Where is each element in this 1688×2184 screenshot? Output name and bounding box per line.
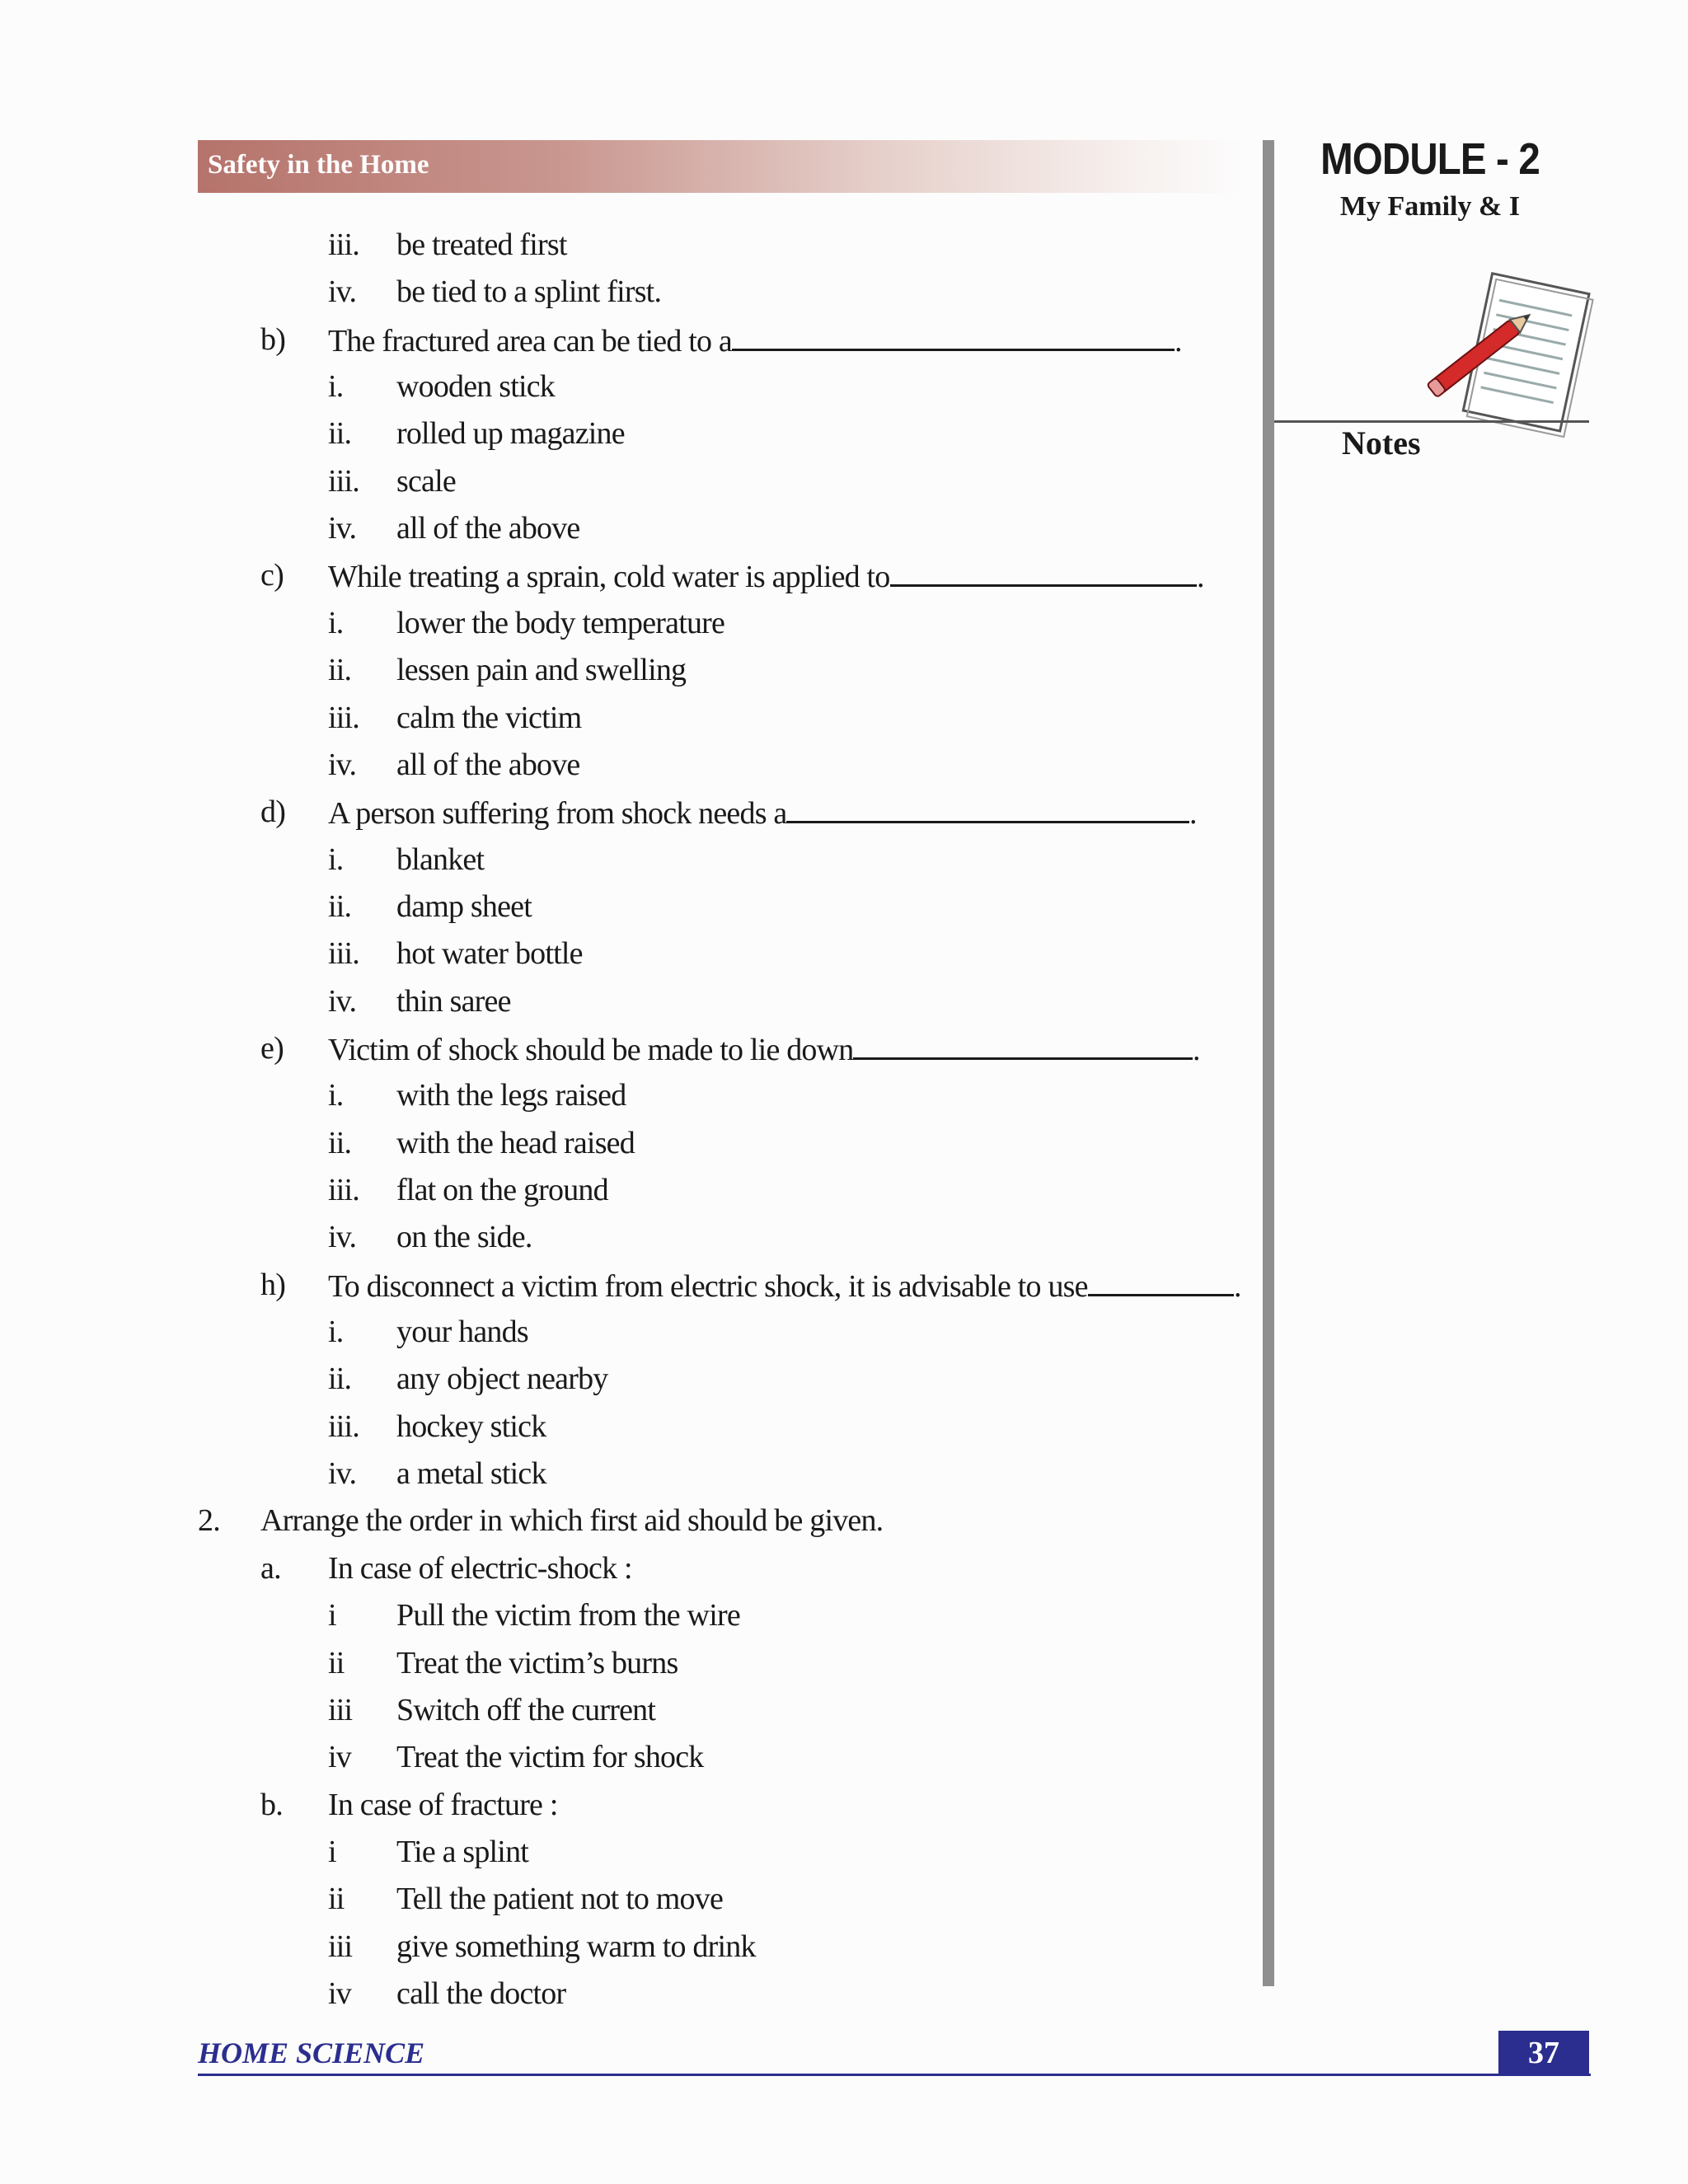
sentence-period: . (1234, 1268, 1241, 1304)
item-text: with the legs raised (396, 1078, 626, 1113)
list-marker: iii (328, 1692, 353, 1727)
list-marker: i. (328, 369, 344, 405)
item-text: lessen pain and swelling (396, 653, 687, 688)
option-text (396, 508, 580, 549)
item-text: The fractured area can be tied to a (328, 323, 732, 359)
list-marker: i. (328, 1078, 344, 1113)
list-marker: b. (260, 1787, 283, 1822)
option-text (260, 1500, 883, 1541)
option-text (396, 649, 686, 691)
item-text: lower the body temperature (396, 605, 725, 640)
option-text (396, 1595, 740, 1636)
option-text (396, 744, 580, 785)
option-text (396, 461, 456, 502)
option-text (396, 1690, 655, 1731)
list-marker: 2. (198, 1503, 220, 1539)
list-marker: iii. (328, 1173, 359, 1207)
question-text (328, 1028, 1200, 1071)
list-marker: iii. (328, 936, 359, 972)
list-marker: ii. (328, 1125, 352, 1160)
item-text: scale (396, 463, 456, 499)
answer-blank (732, 319, 1175, 351)
list-marker: e) (260, 1030, 284, 1066)
item-text: damp sheet (396, 888, 532, 924)
option-text (396, 1122, 635, 1164)
option-text (396, 1736, 704, 1778)
list-marker: i. (328, 605, 344, 640)
question-text (328, 555, 1204, 598)
item-text: hockey stick (396, 1408, 546, 1444)
list-marker: ii. (328, 653, 352, 688)
item-text: Arrange the order in which first aid should be given. (260, 1503, 884, 1539)
item-text: thin saree (396, 983, 511, 1019)
list-marker: iii. (328, 463, 359, 499)
list-marker: i (328, 1834, 336, 1869)
list-marker: i. (328, 841, 344, 877)
item-text: hot water bottle (396, 936, 583, 972)
sentence-period: . (1189, 796, 1197, 832)
list-marker: iv. (328, 511, 357, 546)
footer-subject: HOME SCIENCE (198, 2036, 425, 2069)
list-marker: ii (328, 1645, 345, 1680)
footer-rule (198, 2074, 1591, 2076)
item-text: any object nearby (396, 1361, 608, 1397)
option-text (396, 1406, 546, 1447)
option-text (396, 933, 583, 974)
sentence-period: . (1197, 560, 1204, 595)
list-marker: c) (260, 558, 284, 593)
section-title: Safety in the Home (208, 150, 429, 180)
option-text (396, 1643, 678, 1684)
list-marker: iii (328, 1929, 353, 1964)
option-text (396, 1075, 626, 1116)
list-marker: iii. (328, 700, 359, 735)
list-marker: iv. (328, 747, 357, 782)
list-marker: ii (328, 1882, 345, 1917)
sentence-period: . (1193, 1032, 1200, 1067)
item-text: flat on the ground (396, 1173, 608, 1207)
option-text (396, 1926, 756, 1967)
option-text (396, 886, 532, 927)
list-marker: i (328, 1598, 336, 1633)
option-text (396, 1169, 608, 1211)
list-marker: i. (328, 1315, 344, 1350)
answer-blank (1088, 1264, 1234, 1296)
option-text (396, 366, 555, 407)
option-text (396, 1831, 528, 1872)
list-marker: a. (260, 1550, 281, 1586)
option-text (396, 413, 625, 454)
list-marker: iv. (328, 1220, 357, 1255)
item-text: wooden stick (396, 369, 555, 405)
item-text: rolled up magazine (396, 416, 625, 452)
option-text (396, 1453, 546, 1494)
item-text: blanket (396, 841, 485, 877)
answer-blank (786, 791, 1189, 823)
module-title: MODULE - 2 (1320, 134, 1540, 184)
item-text: Pull the victim from the wire (396, 1598, 740, 1633)
option-text (396, 1358, 608, 1399)
margin-divider (1263, 140, 1274, 1986)
option-text (396, 1878, 723, 1919)
option-text (396, 839, 484, 880)
list-marker: iv. (328, 1456, 357, 1492)
list-marker: iii. (328, 1408, 359, 1444)
item-text: all of the above (396, 511, 580, 546)
notes-divider (1274, 420, 1589, 423)
question-text (328, 319, 1182, 362)
list-marker: h) (260, 1267, 286, 1302)
sentence-period: . (1175, 323, 1182, 359)
item-text: In case of fracture : (328, 1787, 558, 1822)
option-text (396, 981, 511, 1022)
option-text (328, 1548, 632, 1589)
item-text: While treating a sprain, cold water is applied to (328, 560, 890, 595)
item-text: be tied to a splint first. (396, 274, 662, 310)
item-text: calm the victim (396, 700, 582, 735)
option-text (328, 1784, 558, 1825)
item-text: your hands (396, 1315, 528, 1350)
answer-blank (890, 555, 1197, 587)
item-text: on the side. (396, 1220, 532, 1255)
item-text: To disconnect a victim from electric shock, it is advisable to use (328, 1268, 1088, 1304)
option-text (396, 271, 661, 312)
list-marker: iv (328, 1975, 351, 2011)
list-marker: d) (260, 794, 286, 830)
option-text (396, 1973, 565, 2014)
item-text: a metal stick (396, 1456, 546, 1492)
item-text: call the doctor (396, 1975, 566, 2011)
list-marker: ii. (328, 416, 352, 452)
option-text (396, 602, 724, 644)
option-text (396, 697, 581, 738)
answer-blank (853, 1028, 1193, 1060)
item-text: Treat the victim for shock (396, 1740, 704, 1775)
item-text: Treat the victim’s burns (396, 1645, 678, 1680)
item-text: all of the above (396, 747, 580, 782)
page-number: 37 (1498, 2031, 1589, 2075)
item-text: In case of electric-shock : (328, 1550, 632, 1586)
module-subtitle: My Family & I (1339, 191, 1521, 222)
list-marker: ii. (328, 1361, 352, 1397)
item-text: give something warm to drink (396, 1929, 756, 1964)
item-text: Tell the patient not to move (396, 1882, 724, 1917)
option-text (396, 1216, 532, 1258)
option-text (396, 1311, 528, 1352)
question-text (328, 1264, 1241, 1307)
question-text (328, 791, 1197, 834)
item-text: with the head raised (396, 1125, 635, 1160)
list-marker: iv. (328, 274, 357, 310)
item-text: Switch off the current (396, 1692, 656, 1727)
notepad-pencil-icon (1418, 262, 1599, 452)
list-marker: iv (328, 1740, 351, 1775)
list-marker: ii. (328, 888, 352, 924)
item-text: Victim of shock should be made to lie down (328, 1032, 854, 1067)
list-marker: b) (260, 321, 286, 357)
item-text: Tie a splint (396, 1834, 529, 1869)
option-text (396, 224, 567, 265)
notes-label: Notes (1342, 424, 1421, 462)
list-marker: iii. (328, 227, 359, 262)
list-marker: iv. (328, 983, 357, 1019)
item-text: A person suffering from shock needs a (328, 796, 787, 832)
item-text: be treated first (396, 227, 567, 262)
